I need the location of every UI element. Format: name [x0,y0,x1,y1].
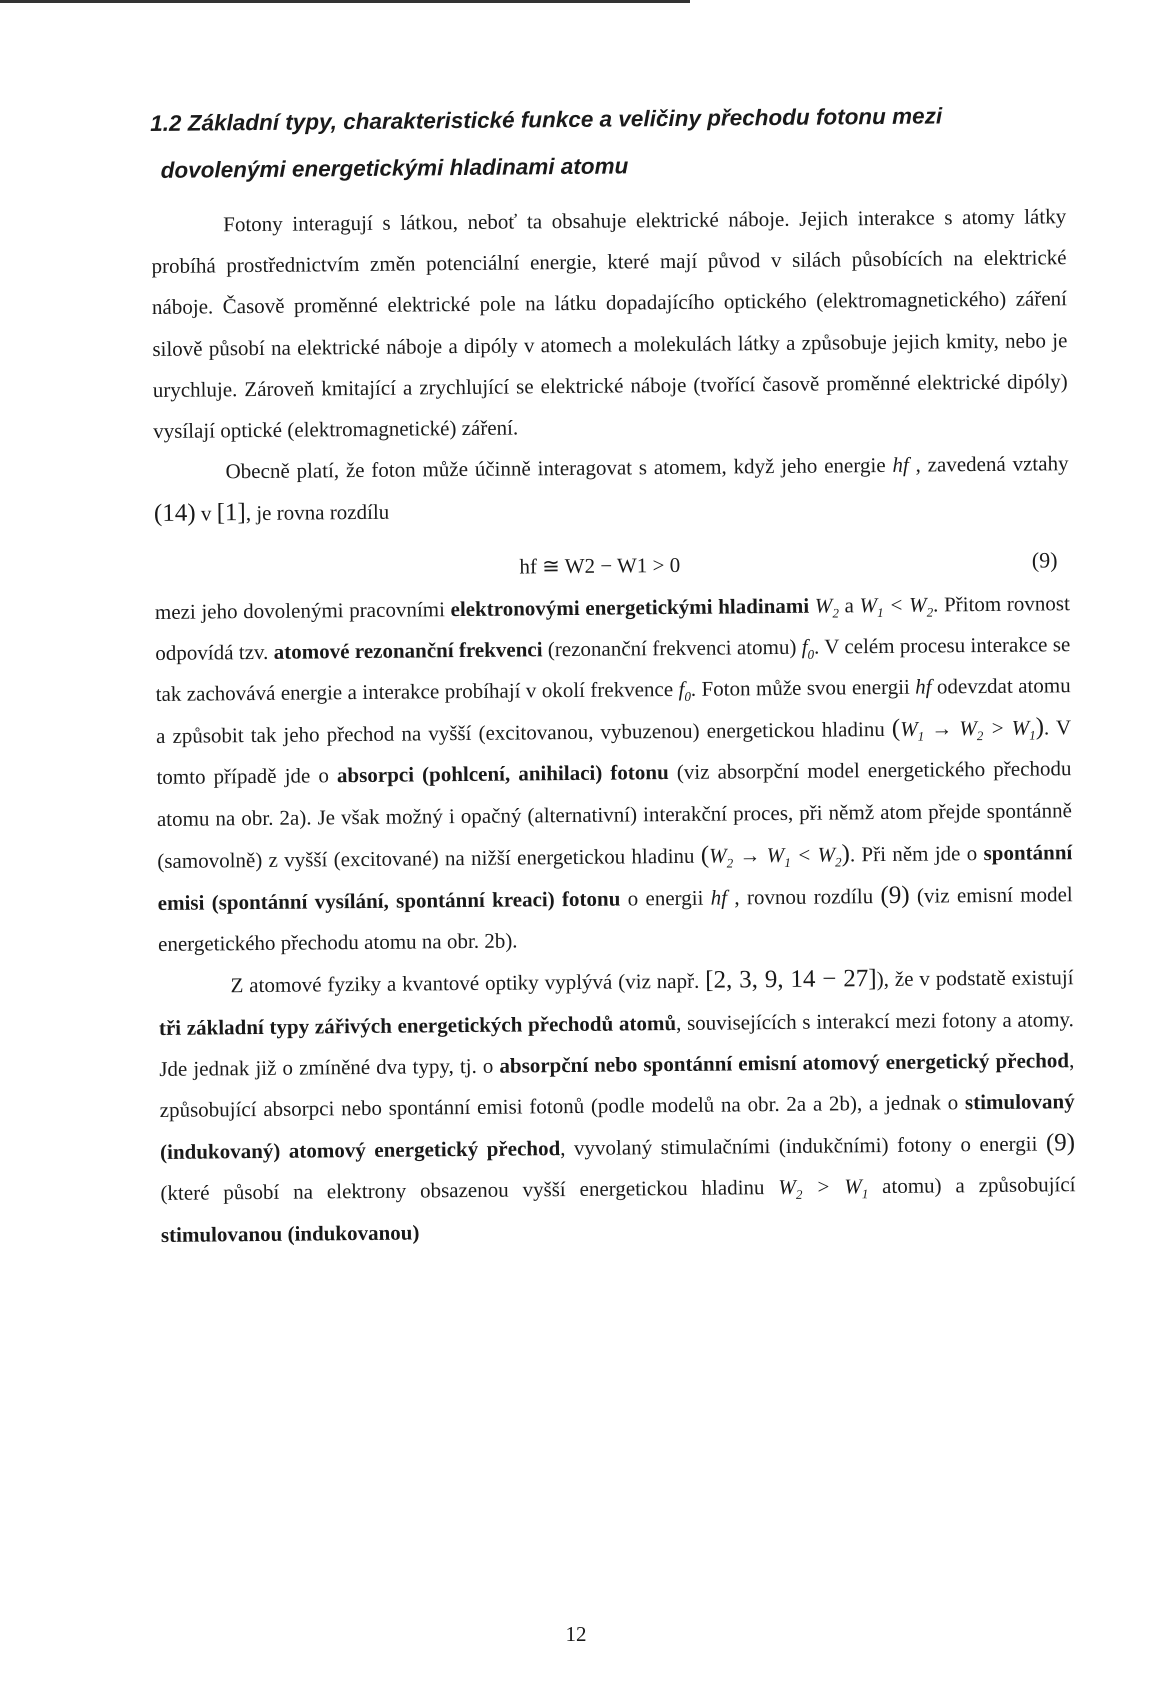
equation-expression: hf ≅ W2 − W1 > 0 [519,552,681,579]
bold-term-resonance-frequency: atomové rezonanční frekvenci [273,637,543,664]
paragraph-4: Z atomové fyziky a kvantové optiky vyplývá (viz např. [2, 3, 9, 14 − 27]), že v podstatě existují tři základní typy zářivých energetických přechodů atomů, souvisejících s interakcí mezi fotony a atomy. Jde jednak již o zmíněné dva typy, tj. o absorpční nebo spontánní emisní atomový energetický přechod, způsobující absorpci nebo spontánní emisi fotonů (podle modelů na obr. 2a a 2b), a jednak o stimulovaný (indukovaný) atomový energetický přechod, vyvolaný stimulačními (indukčními) fotony o energii (9) (které působí na elektrony obsazenou vyšší energetickou hladinu $W_2 > W_1$ atomu) a způsobující stimulovanou (indukovanou) [158,965,1076,1247]
equation-9 [154,531,1069,592]
ref-eq-9: (9) [1045,1129,1076,1157]
math-f0: $f_0$ [678,676,692,704]
paragraph-1: Fotony interagují s látkou, neboť ta obsahuje elektrické náboje. Jejich interakce s atomy látky probíhá prostřednictvím změn potenciální energie, které mají původ v silách působících na elektrické náboje. Časově proměnné elektrické pole na látku dopadajícího optického (elektromagnetického) záření silově působí na elektrické náboje a dipóly v atomech a molekulách látky a způsobuje jejich kmity, nebo je urychluje. Zároveň kmitající a zrychlující se elektrické náboje (tvořící časově proměnné elektrické dipóly) vysílají optické (elektromagnetické) záření. [151,204,1068,443]
ref-literature-list: [2, 3, 9, 14 − 27] [705,965,877,995]
bold-term-electron-levels: elektronovými energetickými hladinami [450,593,810,621]
bold-term-stimulated-transition: stimulovaný (indukovaný) atomový energetický přechod [159,1089,1075,1165]
bold-term-three-types: tři základní typy zářivých energetických přechodů atomů [158,1010,677,1040]
math-hf: hf [915,674,932,699]
math-w2-gt-w1: $W_2 > W_1$ [778,1174,869,1203]
section-heading-line2: dovolenými energetickými hladinami atomu [160,153,629,183]
ref-eq-14: (14) [153,500,196,528]
math-hf: hf [892,452,909,478]
math-hf: hf [710,885,728,910]
body-text [151,196,1076,1256]
section-heading [150,91,1066,194]
scan-top-edge [0,0,690,3]
paragraph-3: mezi jeho dovolenými pracovními elektronovými energetickými hladinami $W_2$ a $W_1 < W_2$. Přitom rovnost odpovídá tzv. atomové rezonanční frekvenci (rezonanční frekvenci atomu) $f_0$. V celém procesu interakce se tak zachovává energie a interakce probíhají v okolí frekvence $f_0$. Foton může svou energii hf odevzdat atomu a způsobit tak jeho přechod na vyšší (excitovanou, vybuzenou) energetickou hladinu $(W_1 \to W_2 > W_1)$. V tomto případě jde o absorpci (pohlcení, anihilaci) fotonu (viz absorpční model energetického přechodu atomu na obr. 2a). Je však možný i opačný (alternativní) interakční proces, při němž atom přejde spontánně (samovolně) z vyšší (excitované) na nižší energetickou hladinu $(W_2 \to W_1 < W_2)$. Při něm jde o spontánní emisi (spontánní vysílání, spontánní kreaci) fotonu o energii hf , rovnou rozdílu (9) (viz emisní model energetického přechodu atomu na obr. 2b). [154,590,1073,957]
math-w1-lt-w2: $W_1 < W_2$ [859,592,934,620]
bold-term-stimulated: stimulovanou (indukovanou) [160,1220,420,1247]
bold-term-absorption: absorpci (pohlcení, anihilaci) fotonu [336,760,669,788]
math-f0: $f_0$ [801,634,815,662]
math-w2: $W_2$ [814,593,840,621]
math-emission-transition: $(W_2 \to W_1 < W_2)$ [700,840,851,871]
ref-literature-1: [1] [216,499,246,527]
bold-term-absorption-emission-transition: absorpční nebo spontánní emisní atomový energetický přechod [499,1048,1070,1078]
ref-eq-9: (9) [880,881,910,910]
bold-term-spontaneous-emission: spontánní emisi (spontánní vysílání, spontánní kreaci) fotonu [157,840,1073,916]
math-absorption-transition: $(W_1 \to W_2 > W_1)$ [891,713,1045,744]
document-page [150,91,1076,1256]
section-heading-line1: 1.2 Základní typy, charakteristické funkce a veličiny přechodu fotonu mezi [150,103,943,136]
paragraph-2: Obecně platí, že foton může účinně interagovat s atomem, když jeho energie hf , zavedená vztahy (14) v [1], je rovna rozdílu [153,451,1069,528]
page-number: 12 [565,1622,587,1646]
equation-number: (9) [1031,546,1058,573]
